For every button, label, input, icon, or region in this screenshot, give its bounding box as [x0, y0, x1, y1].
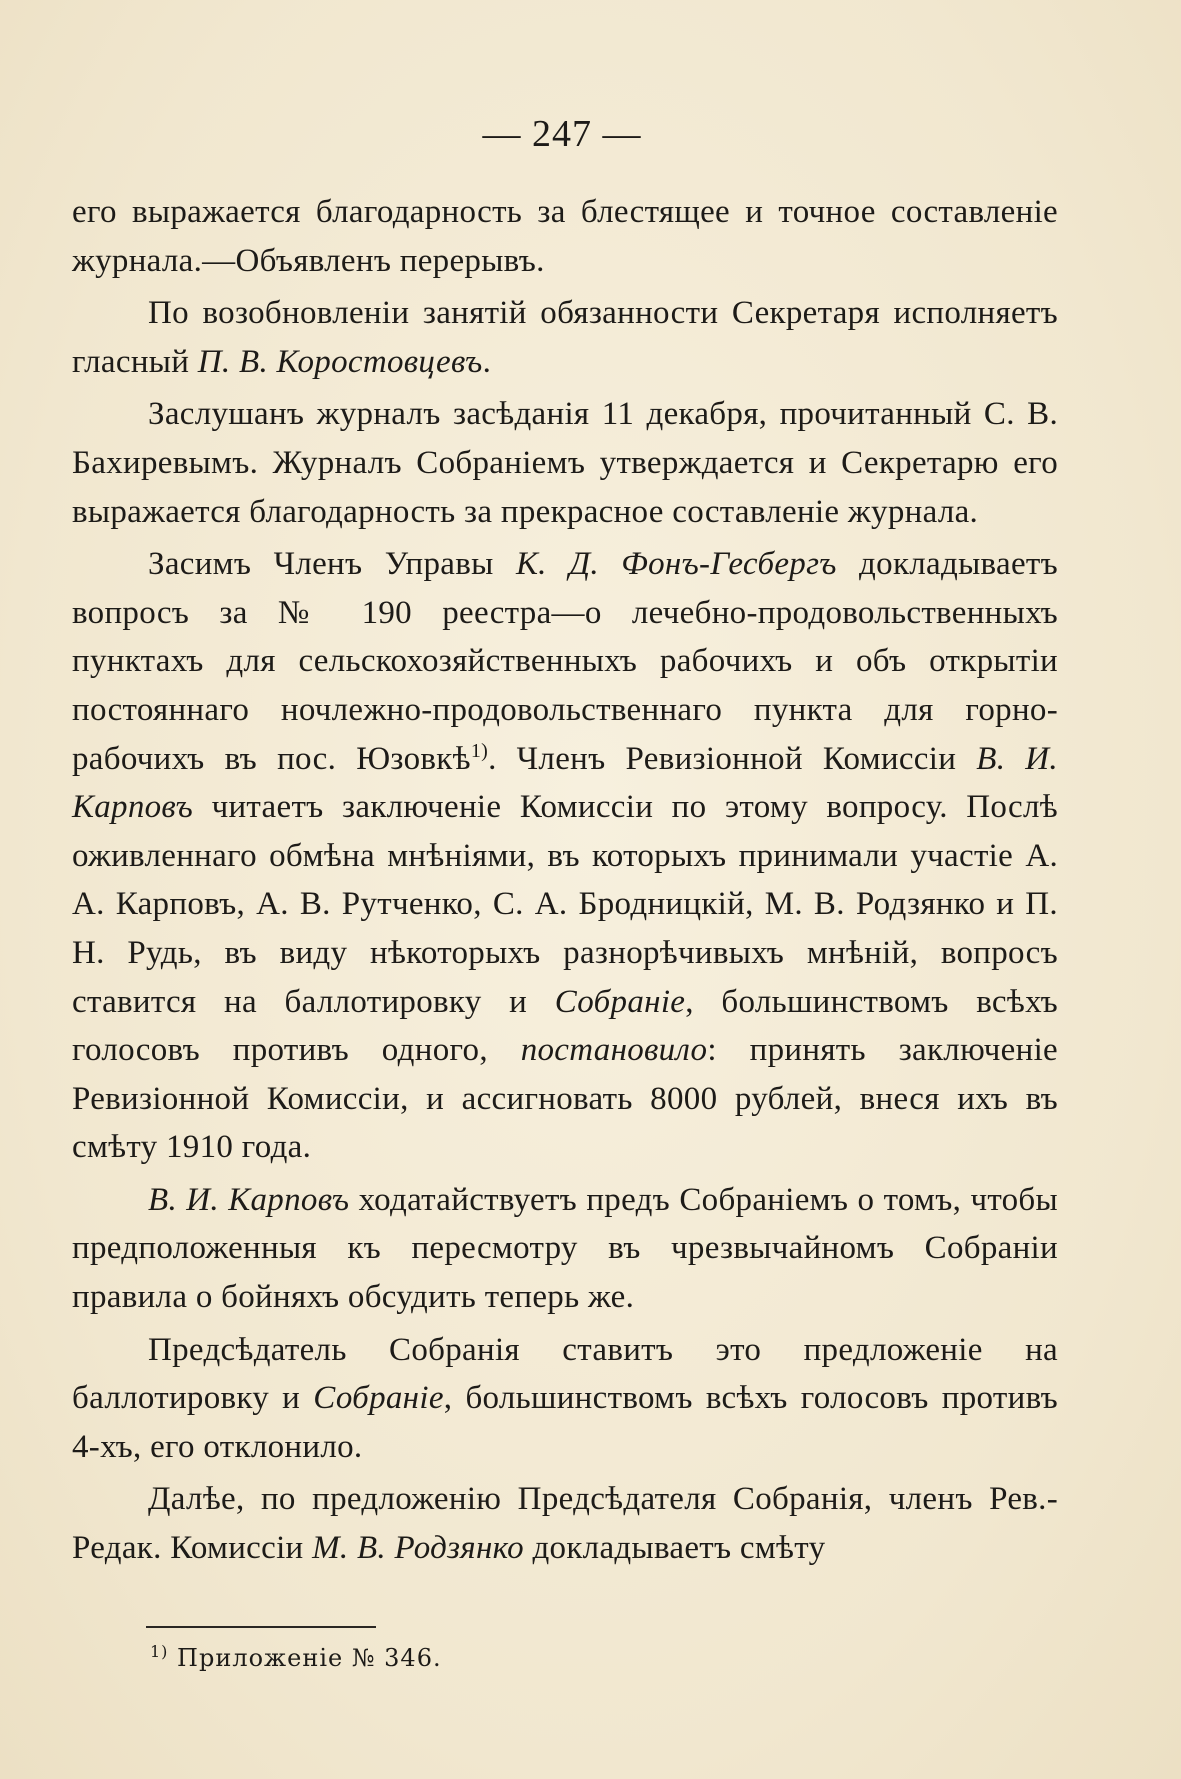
footnote-divider — [146, 1626, 376, 1628]
footnote-text: Приложеніе № 346. — [168, 1644, 442, 1672]
footnote-reference: 1) — [470, 739, 489, 762]
paragraph-5 — [72, 1176, 1058, 1322]
italic-name: В. И. Карповъ — [72, 740, 1058, 826]
italic-name: Собраніе — [313, 1380, 444, 1417]
paragraph-1 — [72, 188, 1058, 285]
text-run: Далѣе, по предложенію Предсѣдателя Собранія, членъ Рев.-Редак. Комиссіи — [72, 1481, 1058, 1567]
text-run: его выражается благодарность за блестящее и точное составленіе журнала.—Объявленъ перерывъ. — [72, 194, 1058, 279]
italic-name: В. И. Карповъ — [148, 1181, 350, 1218]
body-text — [72, 188, 1058, 1577]
text-run: читаетъ заключеніе Комиссіи по этому вопросу. Послѣ оживленнаго обмѣна мнѣніями, въ которыхъ принимали участіе А. А. Карповъ, А. В. Рутченко, С. А. Бродницкій, М. В. Родзянко и П. Н. Рудь, въ виду нѣкоторыхъ разнорѣчивыхъ мнѣній, вопросъ ставится на баллотировку и — [72, 789, 1058, 1020]
paragraph-6 — [72, 1326, 1058, 1472]
text-run: , большинствомъ всѣхъ голосовъ противъ 4-хъ, его отклонило. — [72, 1380, 1058, 1465]
text-run: ходатайствуетъ предъ Собраніемъ о томъ, чтобы предположенныя къ пересмотру въ чрезвычайномъ Собраніи правила о бойняхъ обсудить теперь же. — [72, 1181, 1058, 1316]
italic-name: постановило — [520, 1032, 708, 1069]
text-run: докладываетъ смѣту — [523, 1530, 826, 1567]
text-run: , большинствомъ всѣхъ голосовъ противъ одного, — [72, 983, 1058, 1069]
paragraph-4 — [72, 540, 1058, 1172]
italic-name: К. Д. Фонъ-Гесбергъ — [515, 546, 837, 583]
italic-name: Собраніе — [554, 983, 686, 1020]
text-run: Заслушанъ журналъ засѣданія 11 декабря, прочитанный С. В. Бахиревымъ. Журналъ Собраніемъ утверждается и Секретарю его выражается благодарность за прекрасное составленіе журнала. — [72, 396, 1058, 530]
text-run: . — [482, 343, 492, 380]
text-run: Засимъ Членъ Управы — [148, 546, 516, 583]
paragraph-3 — [72, 390, 1058, 536]
paragraph-7 — [72, 1475, 1058, 1572]
text-run: Предсѣдатель Собранія ставитъ это предложеніе на баллотировку и — [72, 1331, 1058, 1417]
text-run: . Членъ Ревизіонной Комиссіи — [488, 740, 977, 777]
text-run: : принять заключеніе Ревизіонной Комиссіи, и ассигновать 8000 рублей, внеся ихъ въ смѣту 1910 года. — [72, 1032, 1058, 1166]
paragraph-2 — [72, 289, 1058, 386]
footnote-mark: 1) — [150, 1642, 169, 1661]
footnote — [150, 1644, 442, 1672]
page-number: — 247 — — [482, 113, 642, 155]
text-run: докладываетъ вопросъ за № 190 реестра—о лечебно-продовольственныхъ пунктахъ для сельскохозяйственныхъ рабочихъ и объ открытіи постояннаго ночлежно-продовольственнаго пункта для горно-рабочихъ въ пос. Юзовкѣ — [72, 546, 1058, 777]
text-run: По возобновленіи занятій обязанности Секретаря исполняетъ гласный — [72, 295, 1058, 380]
italic-name: М. В. Родзянко — [312, 1530, 524, 1567]
italic-name: П. В. Коростовцевъ — [197, 343, 483, 380]
